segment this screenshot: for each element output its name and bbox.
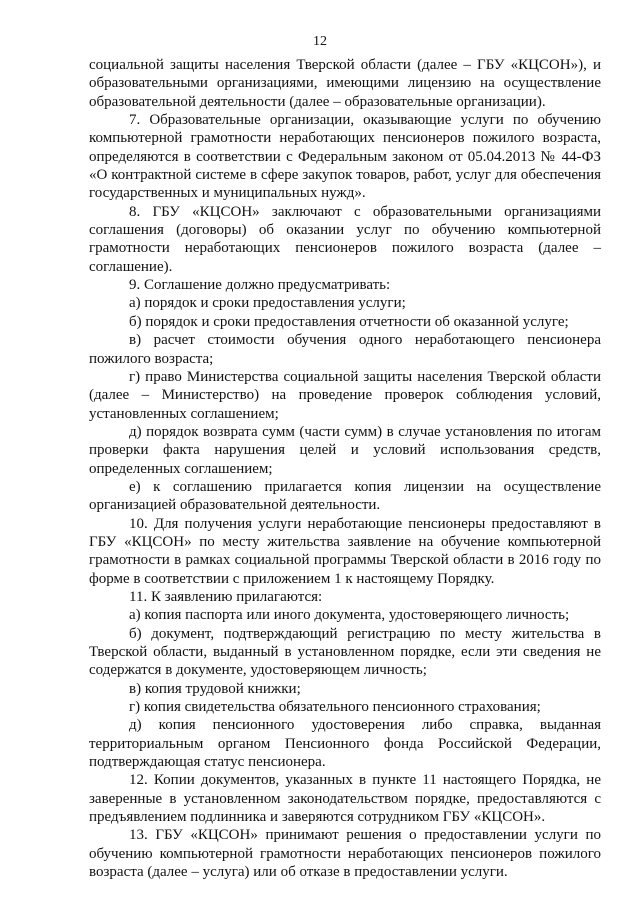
paragraph-item-7: 7. Образовательные организации, оказывающие услуги по обучению компьютерной грамотности неработающих пенсионеров пожилого возраста, определяются в соответствии с Федеральным законом от 05.04.2013 № 44-ФЗ «О контрактной системе в сфере закупок товаров, работ, услуг для обеспечения государственных и муниципальных нужд». <box>89 112 601 202</box>
paragraph-item-9b: б) порядок и сроки предоставления отчетности об оказанной услуге; <box>129 313 569 330</box>
paragraph-item-9d: д) порядок возврата сумм (части сумм) в случае установления по итогам проверки факта нарушения целей и условий использования средств, определенных соглашением; <box>89 423 601 477</box>
page-number: 12 <box>313 34 327 49</box>
paragraph-item-10: 10. Для получения услуги неработающие пенсионеры предоставляют в ГБУ «КЦСОН» по месту жительства заявление на обучение компьютерной грамотности в рамках социальной программы Тверской области в 2016 году по форме в соответствии с приложением 1 к настоящему Порядку. <box>89 515 601 587</box>
paragraph-item-11d: д) копия пенсионного удостоверения либо справка, выданная территориальным органом Пенсионного фонда Российской Федерации, подтверждающая статус пенсионера. <box>89 717 601 771</box>
paragraph-item-9a: а) порядок и сроки предоставления услуги; <box>129 295 406 312</box>
paragraph-continuation: социальной защиты населения Тверской области (далее – ГБУ «КЦСОН»), и образовательными организациями, имеющими лицензию на осуществление образовательной деятельности (далее – образовательные организации). <box>89 57 601 110</box>
paragraph-item-11v: в) копия трудовой книжки; <box>129 680 301 697</box>
paragraph-item-9v: в) расчет стоимости обучения одного неработающего пенсионера пожилого возраста; <box>89 332 601 367</box>
paragraph-item-9: 9. Соглашение должно предусматривать: <box>129 277 391 294</box>
paragraph-item-11b: б) документ, подтверждающий регистрацию по месту жительства в Тверской области, выданный в установленном порядке, если эти сведения не содержатся в документе, удостоверяющем личность; <box>89 625 601 679</box>
paragraph-item-8: 8. ГБУ «КЦСОН» заключают с образовательными организациями соглашения (договоры) об оказании услуг по обучению компьютерной грамотности неработающих пенсионеров пожилого возраста (далее – соглашение). <box>89 203 601 275</box>
paragraph-item-11: 11. К заявлению прилагаются: <box>129 588 323 605</box>
paragraph-item-11g: г) копия свидетельства обязательного пенсионного страхования; <box>129 699 541 716</box>
paragraph-item-13: 13. ГБУ «КЦСОН» принимают решения о предоставлении услуги по обучению компьютерной грамотности неработающих пенсионеров пожилого возраста (далее – услуга) или об отказе в предоставлении услуги. <box>89 827 601 881</box>
paragraph-item-9g: г) право Министерства социальной защиты населения Тверской области (далее – Министерство) на проведение проверок соблюдения условий, установленных соглашением; <box>89 368 601 422</box>
paragraph-item-12: 12. Копии документов, указанных в пункте 11 настоящего Порядка, не заверенные в установленном законодательством порядке, предоставляются с предъявлением подлинника и заверяются сотрудником ГБУ «КЦСОН». <box>89 772 601 826</box>
paragraph-item-9e: е) к соглашению прилагается копия лицензии на осуществление организацией образовательной деятельности. <box>89 478 601 514</box>
paragraph-item-11a: а) копия паспорта или иного документа, удостоверяющего личность; <box>129 607 570 624</box>
document-body <box>89 56 601 881</box>
